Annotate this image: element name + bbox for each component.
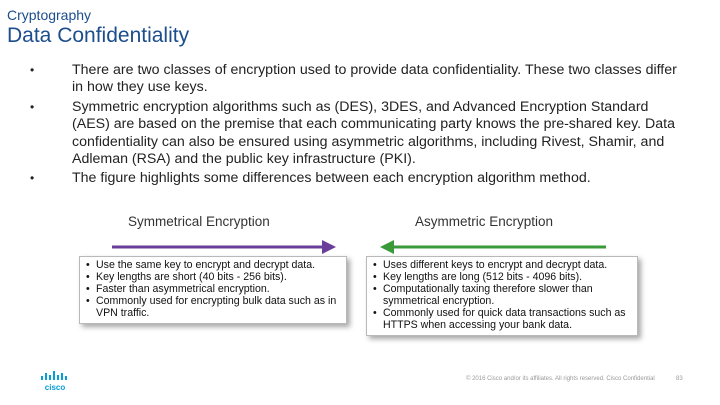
asymmetric-point: • Commonly used for quick data transactions such as HTTPS when accessing your bank data. [371, 308, 632, 332]
section-label: Cryptography [7, 7, 92, 23]
page-number: 83 [676, 376, 683, 382]
bullet-item [30, 99, 690, 169]
right-arrow-icon [110, 237, 338, 257]
bullet-dot-icon: • [30, 99, 35, 114]
bullet-dot-icon: • [30, 171, 35, 186]
asymmetric-point: • Computationally taxing therefore slower than symmetrical encryption. [371, 284, 632, 308]
asymmetric-encryption-label: Asymmetric Encryption [415, 214, 554, 229]
left-arrow-icon [378, 237, 608, 257]
bullet-text: There are two classes of encryption used to provide data confidentiality. These two classes differ in how they use keys. [72, 62, 677, 96]
bullet-item [30, 170, 690, 187]
footer-copyright: © 2016 Cisco and/or its affiliates. All rights reserved. Cisco Confidential [466, 376, 655, 382]
bullet-item [30, 62, 690, 97]
page-title: Data Confidentiality [7, 24, 190, 47]
asymmetric-point: • Key lengths are long (512 bits - 4096 bits). [371, 272, 632, 284]
symmetric-point: • Commonly used for encrypting bulk data such as in VPN traffic. [84, 296, 341, 320]
bullet-list [30, 62, 690, 190]
symmetric-encryption-label: Symmetrical Encryption [128, 214, 270, 229]
symmetric-encryption-box [79, 256, 347, 324]
symmetric-point: • Faster than asymmetrical encryption. [84, 284, 341, 296]
logo-wordmark: cisco [44, 383, 66, 392]
bullet-text: Symmetric encryption algorithms such as (DES), 3DES, and Advanced Encryption Standard (AES) are based on the premise that each communicating party knows the pre-shared key. Data confidentiality can also be ensured using asymmetric algorithms, including Rivest, Shamir, and Adleman (RSA) and the public key infrastructure (PKI). [72, 98, 676, 168]
symmetric-point: • Use the same key to encrypt and decrypt data. [84, 260, 341, 272]
cisco-logo-icon [40, 370, 70, 392]
asymmetric-point: • Uses different keys to encrypt and decrypt data. [371, 260, 632, 272]
bullet-text: The figure highlights some differences between each encryption algorithm method. [72, 170, 591, 187]
symmetric-point: • Key lengths are short (40 bits - 256 bits). [84, 272, 341, 284]
asymmetric-encryption-box [366, 256, 638, 336]
bullet-dot-icon: • [30, 63, 35, 77]
